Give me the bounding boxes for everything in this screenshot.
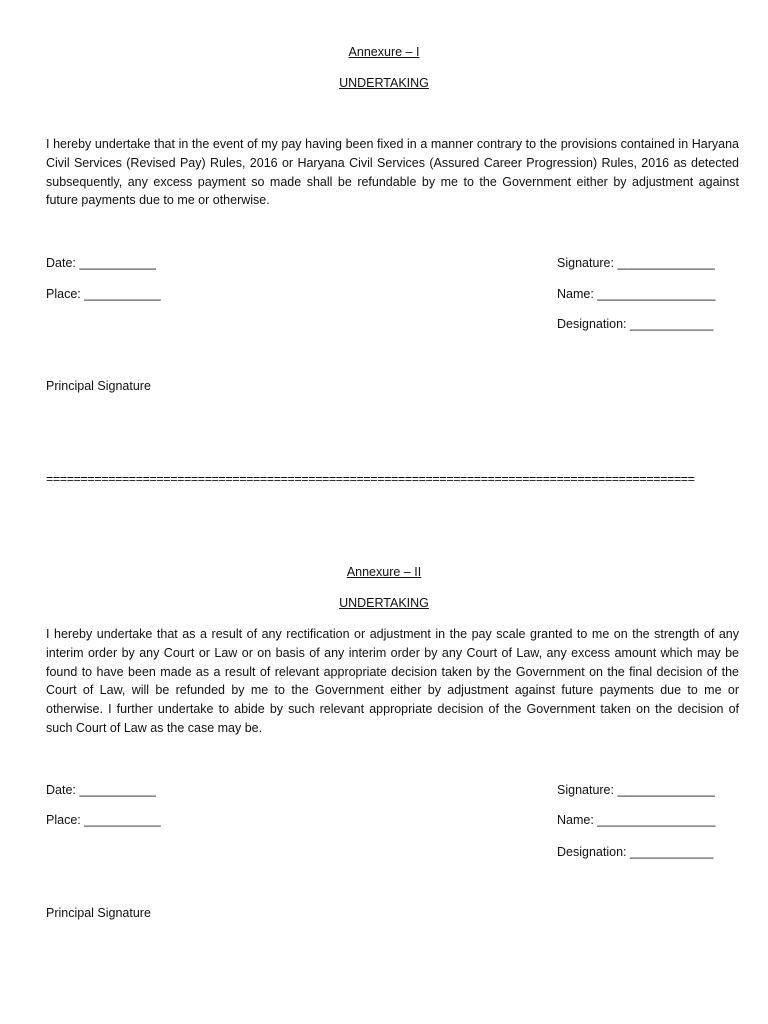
name-field-1: Name: _________________ xyxy=(557,287,716,301)
date-field-1: Date: ___________ xyxy=(46,256,156,270)
name-field-2: Name: _________________ xyxy=(557,813,716,827)
annexure-1-title: Annexure – I xyxy=(348,45,420,59)
principal-signature-1: Principal Signature xyxy=(46,379,151,393)
section-divider: ============================================================================================== xyxy=(46,472,695,486)
place-field-2: Place: ___________ xyxy=(46,813,161,827)
principal-signature-2: Principal Signature xyxy=(46,906,151,920)
signature-field-2: Signature: ______________ xyxy=(557,783,715,797)
place-field-1: Place: ___________ xyxy=(46,287,161,301)
undertaking-2-body: I hereby undertake that as a result of any rectification or adjustment in the pay scale granted to me on the strength of any interim order by any Court or Law or on basis of any interim order by any Court of Law, any excess amount which may be found to have been made as a result of relevant appropriate decision taken by the Government on the final decision of the Court of Law, will be refunded by me to the Government either by adjustment against future payments due to me or otherwise. I further undertake to abide by such relevant appropriate decision of the Government taken on the decision of such Court of Law as the case may be. xyxy=(46,627,739,735)
designation-field-2: Designation: ____________ xyxy=(557,845,714,859)
signature-field-1: Signature: ______________ xyxy=(557,256,715,270)
designation-field-1: Designation: ____________ xyxy=(557,317,714,331)
undertaking-2-heading: UNDERTAKING xyxy=(339,596,429,610)
annexure-2-title: Annexure – II xyxy=(346,565,422,579)
undertaking-1-heading: UNDERTAKING xyxy=(339,76,429,90)
undertaking-1-body: I hereby undertake that in the event of my pay having been fixed in a manner contrary to the provisions contained in Haryana Civil Services (Revised Pay) Rules, 2016 or Haryana Civil Services (Assured Career Progression) Rules, 2016 as detected subsequently, any excess payment so made shall be refundable by me to the Government either by adjustment against future payments due to me or otherwise. xyxy=(46,137,739,208)
date-field-2: Date: ___________ xyxy=(46,783,156,797)
